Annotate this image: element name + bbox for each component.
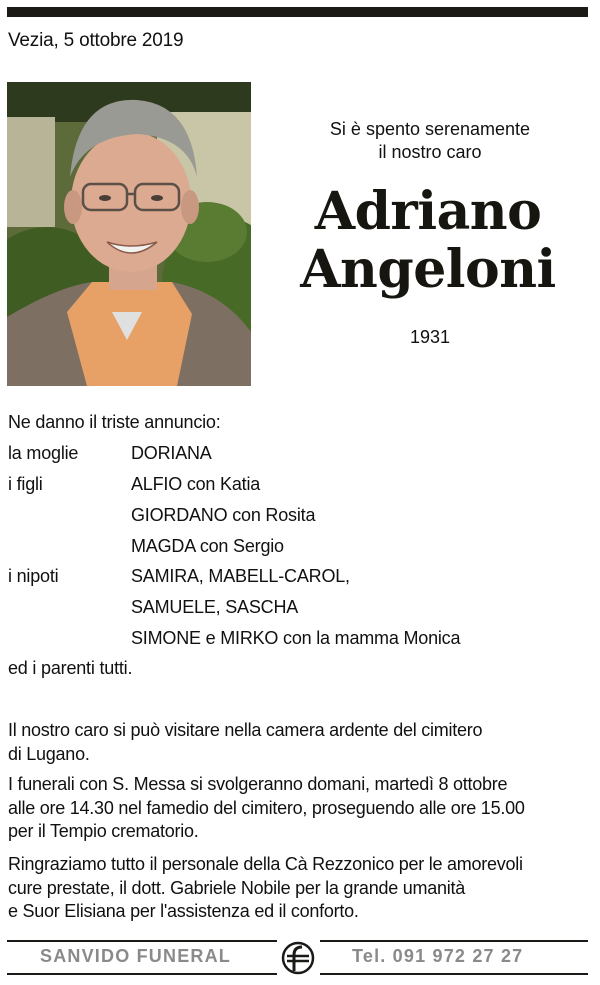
company-logo-icon <box>281 941 315 975</box>
family-member: SAMUELE, SASCHA <box>131 597 299 617</box>
footer-divider-right-bottom <box>320 973 588 975</box>
paragraph-line: cure prestate, il dott. Gabriele Nobile per la grande umanità <box>8 877 466 898</box>
paragraph-line: Il nostro caro si può visitare nella camera ardente del cimitero <box>8 720 483 740</box>
date-line: Vezia, 5 ottobre 2019 <box>8 30 184 51</box>
footer-divider-left-top <box>7 940 277 942</box>
intro-line-2: il nostro caro <box>378 142 482 162</box>
paragraph-line: di Lugano. <box>8 743 90 764</box>
company-name: SANVIDO FUNERAL <box>40 946 232 966</box>
paragraph-line: Ringraziamo tutto il personale della Cà Rezzonico per le amorevoli <box>8 854 523 874</box>
family-label-wife: la moglie <box>8 443 79 463</box>
paragraph-line: alle ore 14.30 nel famedio del cimitero, proseguendo alle ore 15.00 <box>8 797 525 818</box>
family-member: MAGDA con Sergio <box>131 536 284 556</box>
birth-year: 1931 <box>409 327 451 347</box>
announcement-heading: Ne danno il triste annuncio: <box>8 412 221 432</box>
paragraph-line: I funerali con S. Messa si svolgeranno domani, martedì 8 ottobre <box>8 774 508 794</box>
footer-divider-left-bottom <box>7 973 277 975</box>
family-member: SIMONE e MIRKO con la mamma Monica <box>131 628 461 648</box>
family-member: ALFIO con Katia <box>131 474 261 494</box>
family-label-children: i figli <box>8 474 43 494</box>
deceased-first-name: Adriano <box>314 181 542 242</box>
paragraph-line: e Suor Elisiana per l'assistenza ed il conforto. <box>8 901 359 921</box>
funeral-paragraph <box>8 773 525 844</box>
deceased-last-name: Angeloni <box>300 239 556 300</box>
family-member: GIORDANO con Rosita <box>131 505 316 525</box>
visit-paragraph <box>8 719 482 766</box>
family-label-grandchildren: i nipoti <box>8 566 59 586</box>
thanks-paragraph <box>8 853 523 924</box>
family-member: DORIANA <box>131 443 212 463</box>
footer-divider-right-top <box>320 940 588 942</box>
company-phone: Tel. 091 972 27 27 <box>352 946 524 966</box>
paragraph-line: per il Tempio crematorio. <box>8 821 199 841</box>
top-border-bar <box>7 7 588 17</box>
relatives-line: ed i parenti tutti. <box>8 658 133 678</box>
intro-text <box>300 118 560 164</box>
intro-line-1: Si è spento serenamente <box>329 119 531 139</box>
family-member: SAMIRA, MABELL-CAROL, <box>131 566 350 586</box>
portrait-photo <box>7 82 251 386</box>
